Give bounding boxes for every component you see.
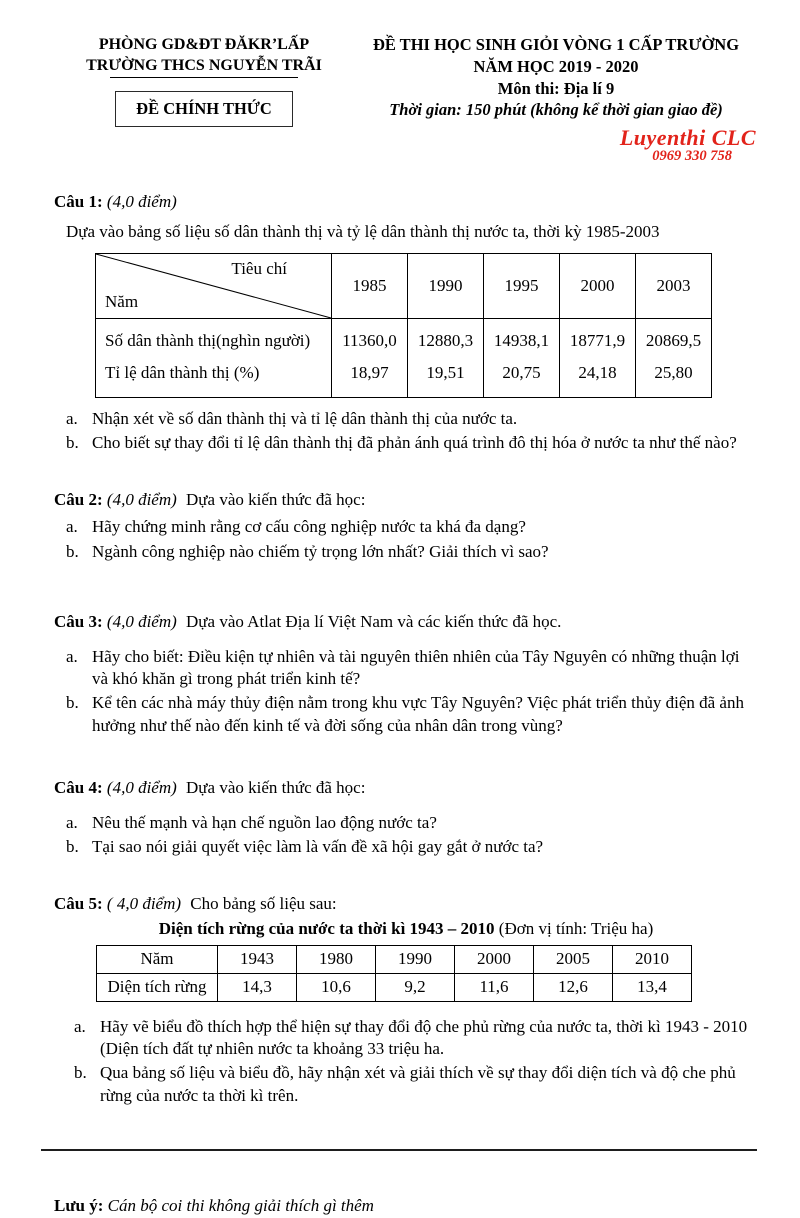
item-marker: a. [66,517,78,537]
item-marker: b. [66,693,79,713]
item-marker: a. [66,408,78,428]
table-cell: 2010 [613,945,692,973]
exam-title: ĐỀ THI HỌC SINH GIỎI VÒNG 1 CẤP TRƯỜNG [372,35,740,54]
item-text: Nhận xét về số dân thành thị và tỉ lệ dân thành thị của nước ta. [92,408,518,428]
table-row [96,318,712,357]
question-5-points: ( 4,0 điểm) [106,893,182,913]
table-cell: 24,18 [560,357,636,398]
table-cell: 12880,3 [408,318,484,357]
item-text: Cho biết sự thay đổi tỉ lệ dân thành thị đã phản ánh quá trình đô thị hóa ở nước ta như thế nào? [92,433,737,453]
question-1-items [54,408,758,455]
table-cell: 11,6 [455,973,534,1001]
question-4 [54,777,758,858]
question-4-points: (4,0 điểm) [106,778,177,798]
table-cell: 1990 [376,945,455,973]
table-cell: 2000 [455,945,534,973]
question-5-items [54,1016,758,1108]
question-3-heading [54,611,758,633]
logo-text: Luyenthi CLC [619,125,756,151]
table-cell: 12,6 [534,973,613,1001]
table-header-row [97,945,692,973]
forest-table-title [54,918,758,940]
item-text: Ngành công nghiệp nào chiếm tỷ trọng lớn nhất? Giải thích vì sao? [92,541,549,561]
table-cell: 1980 [297,945,376,973]
official-exam-stamp: ĐỀ CHÍNH THỨC [115,91,293,127]
list-item [66,692,758,737]
year-header: 2000 [560,253,636,318]
table-cell: 19,51 [408,357,484,398]
question-1-intro: Dựa vào bảng số liệu số dân thành thị và tỷ lệ dân thành thị nước ta, thời kỳ 1985-2003 [66,221,660,241]
question-2-items [54,516,758,563]
table-cell: 25,80 [636,357,712,398]
question-2 [54,489,758,563]
row-label: Diện tích rừng [97,973,218,1001]
list-item [66,408,758,430]
table-header-row [96,253,712,318]
question-2-points: (4,0 điểm) [106,489,177,509]
item-marker: a. [66,646,78,666]
subject: Môn thi: Địa lí 9 [497,78,615,98]
question-4-heading [54,777,758,799]
year-header: 1990 [408,253,484,318]
header-right [354,34,758,165]
forest-area-table [96,945,692,1002]
item-marker: a. [66,812,78,832]
question-2-heading [54,489,758,511]
question-2-label: Câu 2: [54,489,103,509]
logo-phone: 0969 330 758 [652,148,732,165]
row-label: Số dân thành thị(nghìn người) [96,318,332,357]
item-text: Nêu thế mạnh và hạn chế nguồn lao động nước ta? [92,812,437,832]
list-item [66,812,758,834]
item-marker: b. [66,433,79,453]
table-cell: 2005 [534,945,613,973]
question-5-intro: Cho bảng số liệu sau: [190,893,337,913]
list-item [74,1016,758,1061]
table-cell: Năm [97,945,218,973]
item-text: Qua bảng số liệu và biểu đồ, hãy nhận xét và giải thích về sự thay đổi diện tích và độ che phủ rừng của nước ta thời kì trên. [100,1063,736,1105]
corner-label-criteria: Tiêu chí [231,258,287,278]
list-item [66,516,758,538]
question-2-intro: Dựa vào kiến thức đã học: [186,489,366,509]
table-cell: 13,4 [613,973,692,1001]
table-cell: 18,97 [332,357,408,398]
exam-note [54,1195,758,1217]
question-1-heading [54,191,758,213]
stamp-wrap [54,91,354,127]
table-cell: 9,2 [376,973,455,1001]
corner-label-year: Năm [105,291,139,311]
question-5-label: Câu 5: [54,893,103,913]
table-cell: 14938,1 [484,318,560,357]
list-item [66,541,758,563]
item-marker: a. [74,1016,86,1036]
question-1-points: (4,0 điểm) [106,192,177,212]
duration: Thời gian: 150 phút (không kể thời gian giao đề) [389,100,723,120]
header-underline [110,77,298,78]
header-left [54,34,354,165]
diagonal-header-cell [96,253,332,318]
table-cell: 1943 [218,945,297,973]
department-name: PHÒNG GD&ĐT ĐĂKR’LẤP [98,36,310,53]
list-item [66,836,758,858]
question-5 [54,893,758,1108]
table-cell: 20869,5 [636,318,712,357]
table-cell: 18771,9 [560,318,636,357]
year-header: 2003 [636,253,712,318]
item-text: Kể tên các nhà máy thủy điện nằm trong khu vực Tây Nguyên? Việc phát triển thủy điện đã ảnh hưởng như thế nào đến kinh tế và đời sống của nhân dân trong vùng? [92,693,744,735]
school-name: TRƯỜNG THCS NGUYỄN TRÃI [86,57,322,75]
table-cell: 11360,0 [332,318,408,357]
row-label: Tỉ lệ dân thành thị (%) [96,357,332,398]
end-divider [41,1149,757,1151]
list-item [74,1062,758,1107]
item-text: Tại sao nói giải quyết việc làm là vấn đề xã hội gay gắt ở nước ta? [92,837,544,857]
forest-table-title-bold: Diện tích rừng của nước ta thời kì 1943 – 2010 [158,919,495,939]
question-3-points: (4,0 điểm) [106,612,177,632]
question-3 [54,611,758,737]
header [54,34,758,165]
question-4-intro: Dựa vào kiến thức đã học: [186,778,366,798]
item-text: Hãy chứng minh rằng cơ cấu công nghiệp nước ta khá đa dạng? [92,517,526,537]
question-1 [54,191,758,455]
table-row [97,973,692,1001]
year-header: 1985 [332,253,408,318]
note-label: Lưu ý: [54,1196,104,1216]
question-4-items [54,812,758,859]
table-cell: 10,6 [297,973,376,1001]
item-marker: b. [66,541,79,561]
item-marker: b. [74,1063,87,1083]
list-item [66,432,758,454]
question-5-heading [54,893,758,915]
table-cell: 14,3 [218,973,297,1001]
year-header: 1995 [484,253,560,318]
item-marker: b. [66,837,79,857]
note-text: Cán bộ coi thi không giải thích gì thêm [107,1196,374,1216]
logo-block [354,126,758,165]
question-3-label: Câu 3: [54,612,103,632]
item-text: Hãy vẽ biểu đồ thích hợp thể hiện sự thay đổi độ che phủ rừng của nước ta, thời kì 1943 - 2010 (Diện tích đất tự nhiên nước ta khoảng 33 triệu ha. [100,1016,748,1058]
question-4-label: Câu 4: [54,778,103,798]
forest-table-unit: (Đơn vị tính: Triệu ha) [494,919,654,939]
question-3-intro: Dựa vào Atlat Địa lí Việt Nam và các kiến thức đã học. [186,612,562,632]
question-3-items [54,646,758,738]
urban-population-table [95,253,712,398]
item-text: Hãy cho biết: Điều kiện tự nhiên và tài nguyên thiên nhiên của Tây Nguyên có những thuận lợi và khó khăn gì trong phát triển kinh tế? [92,646,740,689]
table-cell: 20,75 [484,357,560,398]
list-item [66,646,758,691]
question-1-label: Câu 1: [54,192,103,212]
table-row [96,357,712,398]
school-year: NĂM HỌC 2019 - 2020 [473,56,639,76]
